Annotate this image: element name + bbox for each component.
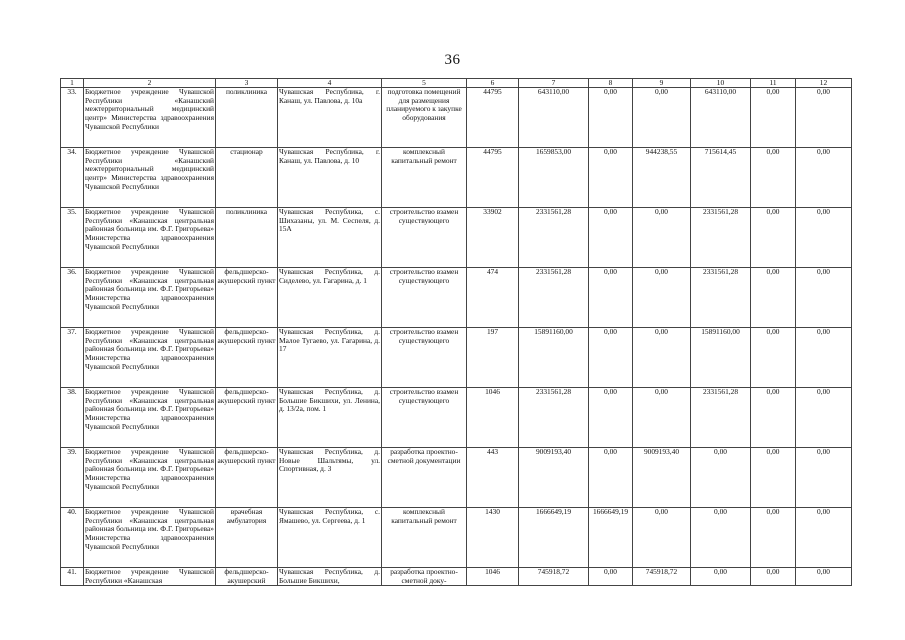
amount-col-12: 0,00 [796, 568, 852, 586]
amount-col-10: 2331561,28 [691, 388, 751, 448]
amount-col-10: 0,00 [691, 448, 751, 508]
code-value: 33902 [467, 208, 519, 268]
facility-address: Чувашская Республика, д. Новые Шальтямы, ул. Спортивная, д. 3 [278, 448, 382, 508]
investment-table [60, 78, 852, 586]
amount-col-9: 944238,55 [633, 148, 691, 208]
facility-address: Чувашская Республика, д. Малое Тугаево, ул. Гагарина, д. 17 [278, 328, 382, 388]
amount-col-10: 715614,45 [691, 148, 751, 208]
facility-type: фельдшерско-акушерский [216, 568, 278, 586]
total-amount: 745918,72 [519, 568, 589, 586]
amount-col-8: 0,00 [589, 388, 633, 448]
institution-name: Бюджетное учреждение Чувашской Республики «Канашский межтерриториальный медицинский центр» Министерства здравоохранения Чувашской Республики [84, 148, 216, 208]
amount-col-11: 0,00 [751, 208, 796, 268]
work-type: строительство взамен существующего [382, 268, 467, 328]
table-row [61, 568, 852, 586]
amount-col-8: 1666649,19 [589, 508, 633, 568]
row-number: 39. [61, 448, 84, 508]
facility-address: Чувашская Республика, д. Большие Бикшихи, [279, 567, 380, 585]
page-number: 36 [444, 52, 461, 68]
facility-address: Чувашская Республика, д. Сиделево, ул. Гагарина, д. 1 [278, 268, 382, 328]
work-type: комплексный капитальный ремонт [382, 148, 467, 208]
facility-address: Чувашская Республика, г. Канаш, ул. Павлова, д. 10а [278, 88, 382, 148]
column-header: 9 [633, 79, 691, 88]
amount-col-8: 0,00 [589, 208, 633, 268]
table-row [61, 388, 852, 448]
facility-type: фельдшерско-акушерский пункт [216, 268, 278, 328]
work-type: разработка проектно-сметной доку- [382, 568, 467, 586]
column-header: 5 [382, 79, 467, 88]
amount-col-8: 0,00 [589, 88, 633, 148]
amount-col-9: 0,00 [633, 388, 691, 448]
amount-col-10: 0,00 [691, 568, 751, 586]
row-number: 34. [61, 148, 84, 208]
institution-name: Бюджетное учреждение Чувашской Республики «Канашская центральная районная больница им. Ф.Г. Григорьева» Министерства здравоохранения Чувашской Республики [84, 328, 216, 388]
row-number: 33. [61, 88, 84, 148]
table-row [61, 508, 852, 568]
work-type: строительство взамен существующего [382, 328, 467, 388]
table-row [61, 88, 852, 148]
total-amount: 15891160,00 [519, 328, 589, 388]
table-row [61, 208, 852, 268]
amount-col-10: 0,00 [691, 508, 751, 568]
table-row [61, 148, 852, 208]
work-type: комплексный капитальный ремонт [382, 508, 467, 568]
facility-type: поликлиника [216, 208, 278, 268]
row-number: 35. [61, 208, 84, 268]
amount-col-11: 0,00 [751, 388, 796, 448]
amount-col-11: 0,00 [751, 508, 796, 568]
amount-col-9: 0,00 [633, 508, 691, 568]
amount-col-12: 0,00 [796, 148, 852, 208]
code-value: 197 [467, 328, 519, 388]
column-header: 12 [796, 79, 852, 88]
amount-col-12: 0,00 [796, 328, 852, 388]
amount-col-9: 0,00 [633, 328, 691, 388]
amount-col-12: 0,00 [796, 508, 852, 568]
amount-col-12: 0,00 [796, 208, 852, 268]
column-header: 2 [84, 79, 216, 88]
row-number: 41. [61, 568, 84, 586]
total-amount: 2331561,28 [519, 388, 589, 448]
code-value: 1046 [467, 388, 519, 448]
table-row [61, 448, 852, 508]
column-header: 6 [467, 79, 519, 88]
amount-col-10: 2331561,28 [691, 208, 751, 268]
amount-col-10: 643110,00 [691, 88, 751, 148]
facility-type: фельдшерско-акушерский пункт [216, 448, 278, 508]
work-type: строительство взамен существующего [382, 208, 467, 268]
facility-address: Чувашская Республика, с. Ямашево, ул. Сергеева, д. 1 [278, 508, 382, 568]
amount-col-8: 0,00 [589, 448, 633, 508]
amount-col-9: 9009193,40 [633, 448, 691, 508]
amount-col-11: 0,00 [751, 268, 796, 328]
institution-name: Бюджетное учреждение Чувашской Республики «Канашская центральная районная больница им. Ф.Г. Григорьева» Министерства здравоохранения Чувашской Республики [84, 208, 216, 268]
row-number: 36. [61, 268, 84, 328]
institution-name: Бюджетное учреждение Чувашской Республики «Канашский межтерриториальный медицинский центр» Министерства здравоохранения Чувашской Республики [84, 88, 216, 148]
work-type: подготовка помещений для размещения планируемого к закупке оборудования [382, 88, 467, 148]
column-header: 11 [751, 79, 796, 88]
table-row [61, 268, 852, 328]
code-value: 44795 [467, 88, 519, 148]
facility-type: фельдшерско-акушерский пункт [216, 388, 278, 448]
table-body [61, 88, 852, 586]
amount-col-9: 0,00 [633, 88, 691, 148]
institution-name: Бюджетное учреждение Чувашской Республики «Канашская центральная районная больница им. Ф.Г. Григорьева» Министерства здравоохранения Чувашской Республики [84, 268, 216, 328]
column-header: 4 [278, 79, 382, 88]
amount-col-11: 0,00 [751, 448, 796, 508]
amount-col-10: 15891160,00 [691, 328, 751, 388]
amount-col-8: 0,00 [589, 148, 633, 208]
amount-col-11: 0,00 [751, 568, 796, 586]
facility-type: стационар [216, 148, 278, 208]
amount-col-9: 745918,72 [633, 568, 691, 586]
total-amount: 643110,00 [519, 88, 589, 148]
column-header: 10 [691, 79, 751, 88]
column-header: 8 [589, 79, 633, 88]
total-amount: 2331561,28 [519, 208, 589, 268]
code-value: 443 [467, 448, 519, 508]
amount-col-12: 0,00 [796, 88, 852, 148]
amount-col-12: 0,00 [796, 388, 852, 448]
total-amount: 1666649,19 [519, 508, 589, 568]
column-header: 1 [61, 79, 84, 88]
amount-col-9: 0,00 [633, 208, 691, 268]
work-type: строительство взамен существующего [382, 388, 467, 448]
total-amount: 2331561,28 [519, 268, 589, 328]
code-value: 44795 [467, 148, 519, 208]
code-value: 1046 [467, 568, 519, 586]
row-number: 37. [61, 328, 84, 388]
institution-name: Бюджетное учреждение Чувашской Республики «Канашская центральная районная больница им. Ф.Г. Григорьева» Министерства здравоохранения Чувашской Республики [84, 508, 216, 568]
facility-type: фельдшерско-акушерский пункт [216, 328, 278, 388]
row-number: 40. [61, 508, 84, 568]
total-amount: 1659853,00 [519, 148, 589, 208]
facility-address: Чувашская Республика, г. Канаш, ул. Павлова, д. 10 [278, 148, 382, 208]
amount-col-11: 0,00 [751, 148, 796, 208]
amount-col-8: 0,00 [589, 328, 633, 388]
amount-col-11: 0,00 [751, 88, 796, 148]
amount-col-12: 0,00 [796, 448, 852, 508]
amount-col-11: 0,00 [751, 328, 796, 388]
amount-col-12: 0,00 [796, 268, 852, 328]
amount-col-8: 0,00 [589, 268, 633, 328]
institution-name: Бюджетное учреждение Чувашской Республики «Канашская [85, 567, 214, 585]
amount-col-8: 0,00 [589, 568, 633, 586]
amount-col-10: 2331561,28 [691, 268, 751, 328]
code-value: 1430 [467, 508, 519, 568]
institution-name: Бюджетное учреждение Чувашской Республики «Канашская центральная районная больница им. Ф.Г. Григорьева» Министерства здравоохранения Чувашской Республики [84, 388, 216, 448]
facility-type: поликлиника [216, 88, 278, 148]
institution-name: Бюджетное учреждение Чувашской Республики «Канашская центральная районная больница им. Ф.Г. Григорьева» Министерства здравоохранения Чувашской Республики [84, 448, 216, 508]
amount-col-9: 0,00 [633, 268, 691, 328]
column-header: 7 [519, 79, 589, 88]
total-amount: 9009193,40 [519, 448, 589, 508]
facility-address: Чувашская Республика, д. Большие Бикшихи, ул. Ленина, д. 13/2а, пом. 1 [278, 388, 382, 448]
row-number: 38. [61, 388, 84, 448]
column-number-row [61, 79, 852, 88]
facility-address: Чувашская Республика, с. Шихазаны, ул. М. Сеспеля, д. 15А [278, 208, 382, 268]
work-type: разработка проектно-сметной документации [382, 448, 467, 508]
column-header: 3 [216, 79, 278, 88]
facility-type: врачебная амбулатория [216, 508, 278, 568]
code-value: 474 [467, 268, 519, 328]
table-row [61, 328, 852, 388]
